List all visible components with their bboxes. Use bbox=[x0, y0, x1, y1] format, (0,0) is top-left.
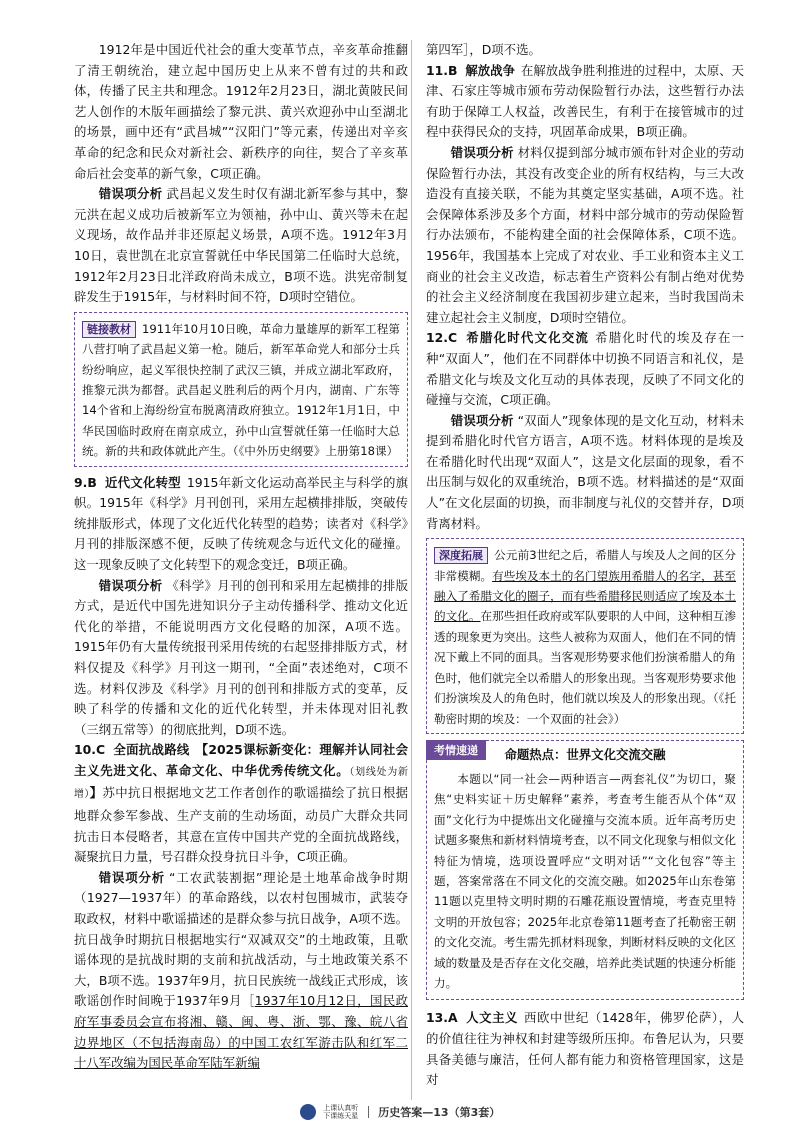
q9-error-analysis bbox=[74, 576, 408, 741]
exam-trend-header bbox=[434, 745, 736, 767]
deep-extension-box bbox=[426, 538, 744, 734]
q11-answer bbox=[426, 61, 744, 143]
q10-curriculum-bracket: 】 bbox=[89, 785, 103, 801]
q9-answer bbox=[74, 473, 408, 576]
column-divider bbox=[411, 40, 412, 1100]
error-analysis-label: 错误项分析 bbox=[98, 869, 166, 885]
q10-continuation: 第四军］，D项不选。 bbox=[426, 42, 541, 57]
q9-error-text: 《科学》月刊的创刊和采用左起横排的排版方式，是近代中国先进知识分子主动传播科学、推动文化近代化的举措，不能说明西方文化侵略的加深，A项不选。1915年仍有大量传统报刊采用传统的右起竖排排版方式，材料仅提及《科学》月刊这一期刊，“全面”表述绝对，C项不选。材料仅涉及《科学》月刊的创刊和排版方式的变革，反映了科学的传播和文化的近代化转型，并未体现对旧礼教（三纲五常等）的彻底批判，D项不选。 bbox=[74, 577, 409, 737]
deep-extension-underlined: 有些埃及本土的名门望族用希腊人的名字，甚至融入了希腊文化的圈子，而有些希腊移民则适应了埃及本土的文化。 bbox=[434, 568, 736, 624]
exam-trend-tag: 考情速递 bbox=[426, 740, 486, 760]
right-column bbox=[426, 40, 744, 1091]
q10-answer bbox=[74, 740, 408, 868]
deep-extension-tag: 深度拓展 bbox=[434, 547, 488, 564]
exam-trend-title: 命题热点：世界文化交流交融 bbox=[504, 746, 666, 762]
textbook-link-body: 1911年10月10日晚，革命力量雄厚的新军工程第八营打响了武昌起义第一枪。随后，新军革命党人和部分士兵纷纷响应，起义军很快控制了武汉三镇，并成立湖北军政府，推黎元洪为都督。武昌起义胜利后的两个月内，湖南、广东等14个省和上海纷纷宣布脱离清政府独立。1912年1月1日，中华民国临时政府在南京成立，孙中山宣誓就任第一任临时大总统。新的共和政体就此产生。（《中外历史纲要》上册第18课） bbox=[82, 321, 400, 459]
intro-paragraph: 1912年是中国近代社会的重大变革节点，辛亥革命推翻了清王朝统治，建立起中国历史上从来不曾有过的共和政体，传播了民主共和理念。1912年2月23日，湖北黄陂民间艺人创作的木版年画描绘了黎元洪、黄兴欢迎孙中山至湖北的场景，画中还有“武昌城”“汉阳门”等元素，传递出对辛亥革命的纪念和民众对新社会、新秩序的向往，契合了辛亥革命后社会变革的新气象，C项正确。 bbox=[74, 42, 408, 181]
q10-topic: 全面抗战路线 bbox=[113, 742, 190, 758]
deep-extension-body-a: 公元前3世纪之后，希腊人与埃及人之间的区分非常模糊。 bbox=[434, 548, 736, 583]
q10-error-analysis bbox=[74, 868, 408, 1074]
textbook-link-box bbox=[74, 312, 408, 467]
q12-answer bbox=[426, 328, 744, 410]
brand-logo-icon bbox=[300, 1104, 316, 1120]
page-number: 历史答案—13（第3套） bbox=[378, 1106, 501, 1119]
brand-line-2: 下课练天星 bbox=[323, 1112, 359, 1120]
page-footer bbox=[0, 1104, 800, 1124]
q10-curriculum-remark: （划线处为新增） bbox=[74, 766, 409, 801]
brand-line-1: 上课认真听 bbox=[323, 1104, 359, 1112]
q11-error-analysis bbox=[426, 143, 744, 328]
brand-slogan bbox=[323, 1104, 358, 1120]
q9-topic: 近代文化转型 bbox=[104, 474, 181, 490]
deep-extension-text bbox=[434, 545, 736, 729]
error-analysis-label: 错误项分析 bbox=[450, 412, 514, 428]
q10-error-underlined: 1937年10月12日，国民政府军事委员会宣布将湘、赣、闽、粤、浙、鄂、豫、皖八省边界地区（不包括海南岛）的中国工农红军游击队和红军二十八军改编为国民革命军陆军新编 bbox=[74, 993, 408, 1071]
exam-trend-text: 本题以“同一社会—两种语言—两套礼仪”为切口，聚焦“史料实证＋历史解释”素养，考查考生能否从个体“双面”文化行为中提炼出文化碰撞与交流本质。近年高考历史试题多聚焦和新材料情境考查，以不同文化现象与相似文化特征为情境，选项设置呼应“文明对话”“文化包容”等主题，答案常落在不同文化的交流交融。如2025年山东卷第11题以克里特文明时期的石雕花瓶设置情境，考查克里特文明的开放包容；2025年北京卷第11题考查了托勒密王朝的文化交流。考生需先抓材料现象，判断材料反映的文化区域的数量及是否存在文化交融，培养此类试题的快速分析能力。 bbox=[434, 771, 736, 990]
q13-number: 13.A bbox=[426, 1010, 458, 1026]
error-analysis-label: 错误项分析 bbox=[98, 186, 163, 202]
textbook-link-tag: 链接教材 bbox=[82, 321, 136, 338]
q11-error-text: 材料仅提到部分城市颁布针对企业的劳动保险暂行办法，其没有改变企业的所有权结构，与三大改造没有直接关联，不能为其奠定坚实基础，A项不选。社会保障体系涉及多个方面，材料中部分城市的劳动保险暂行办法颁布，不能构建全面的社会保障体系，C项不选。1956年，我国基本上完成了对农业、手工业和资本主义工商业的社会主义改造，标志着生产资料公有制占绝对优势的社会主义经济制度在我国初步建立起来，当时我国尚未建立起社会主义制度，D项时空错位。 bbox=[426, 144, 745, 325]
textbook-link-text bbox=[82, 319, 400, 462]
q9-number: 9.B bbox=[74, 474, 97, 490]
q12-topic: 希腊化时代文化交流 bbox=[465, 330, 590, 346]
deep-extension-body-b: 在那些担任政府或军队要职的人中间，这种相互渗透的现象更为突出。这些人被称为双面人，他们在不同的情况下戴上不同的面具。当客观形势要求他们扮演希腊人的角色时，他们就完全以希腊人的形象出现。当客观形势要求他们扮演埃及人的角色时，他们就以埃及人的形象出现。（《托勒密时期的埃及：一个双面的社会》） bbox=[434, 609, 736, 726]
q12-number: 12.C bbox=[426, 330, 458, 346]
q8-error-analysis bbox=[74, 184, 408, 308]
error-analysis-label: 错误项分析 bbox=[98, 577, 163, 593]
error-analysis-label: 错误项分析 bbox=[450, 144, 514, 160]
q10-curriculum-note: 【2025课标新变化：理解并认同社会主义先进文化、革命文化、中华优秀传统文化。 bbox=[74, 742, 408, 778]
q13-topic: 人文主义 bbox=[465, 1010, 519, 1026]
q11-text: 在解放战争胜利推进的过程中，太原、天津、石家庄等城市颁布劳动保险暂行办法，这些暂行办法有助于保障工人权益，改善民生，有利于在接管城市的过程中获得民众的支持，巩固革命成果，B项正确。 bbox=[426, 62, 744, 140]
exam-trend-box bbox=[426, 740, 744, 1000]
q10-text: 苏中抗日根据地文艺工作者创作的歌谣描绘了抗日根据地群众参军参战、生产支前的生动场面，动员广大群众共同抗击日本侵略者，其意在宣传中国共产党的全面抗战路线，凝聚抗日力量，号召群众投身抗日斗争，C项正确。 bbox=[74, 785, 409, 865]
q11-topic: 解放战争 bbox=[465, 62, 515, 78]
q13-text: 西欧中世纪（1428年，佛罗伦萨），人的价值往往为神权和封建等级所压抑。布鲁尼认为，只要具备美德与廉洁，任何人都有能力和资格管理国家，这是对 bbox=[426, 1010, 744, 1088]
q12-text: 希腊化时代的埃及存在一种“双面人”，他们在不同群体中切换不同语言和礼仪，是希腊文化与埃及文化互动的具体表现，反映了不同文化的碰撞与交流，C项正确。 bbox=[426, 330, 745, 408]
q10-error-text: “工农武装割据”理论是土地革命战争时期（1927—1937年）的革命路线，以农村包围城市，武装夺取政权，材料中歌谣描述的是群众参与抗日战争，A项不选。抗日战争时期抗日根据地实行“双减双交”的土地政策，且歌谣体现的是抗战时期的支前和抗战活动，与土地政策关系不大，B项不选。1937年9月，抗日民族统一战线正式形成，该歌谣创作时间晚于1937年9月［ bbox=[74, 869, 408, 1009]
left-column bbox=[74, 40, 408, 1074]
q12-error-analysis bbox=[426, 411, 744, 535]
q9-text: 1915年新文化运动高举民主与科学的旗帜。1915年《科学》月刊创刊，采用左起横排排版，突破传统排版形式，体现了文化近代化转型的趋势；读者对《科学》月刊的排版深感不便，反映了传统观念与近代文化的碰撞。这一现象反映了文化转型下的观念变迁，B项正确。 bbox=[74, 474, 408, 572]
q11-number: 11.B bbox=[426, 62, 458, 78]
q8-error-text: 武昌起义发生时仅有湖北新军参与其中，黎元洪在起义成功后被新军立为领袖，孙中山、黄兴等未在起义现场，故作品并非还原起义场景，A项不选。1912年3月10日，袁世凯在北京宣誓就任中华民国第二任临时大总统，1912年2月23日北洋政府尚未成立，B项不选。洪宪帝制复辟发生于1915年，与材料时间不符，D项时空错位。 bbox=[74, 186, 409, 305]
q10-number: 10.C bbox=[74, 742, 106, 758]
q12-error-text: “双面人”现象体现的是文化互动，材料未提到希腊化时代官方语言，A项不选。材料体现的是埃及在希腊化时代出现“双面人”，这是文化层面的现象，看不出压制与奴化的双重统治，B项不选。材料描述的是“双面人”在文化层面的切换，而非制度与礼仪的交替并存，D项背离材料。 bbox=[426, 412, 745, 531]
q13-answer bbox=[426, 1008, 744, 1090]
footer-separator bbox=[368, 1106, 369, 1118]
